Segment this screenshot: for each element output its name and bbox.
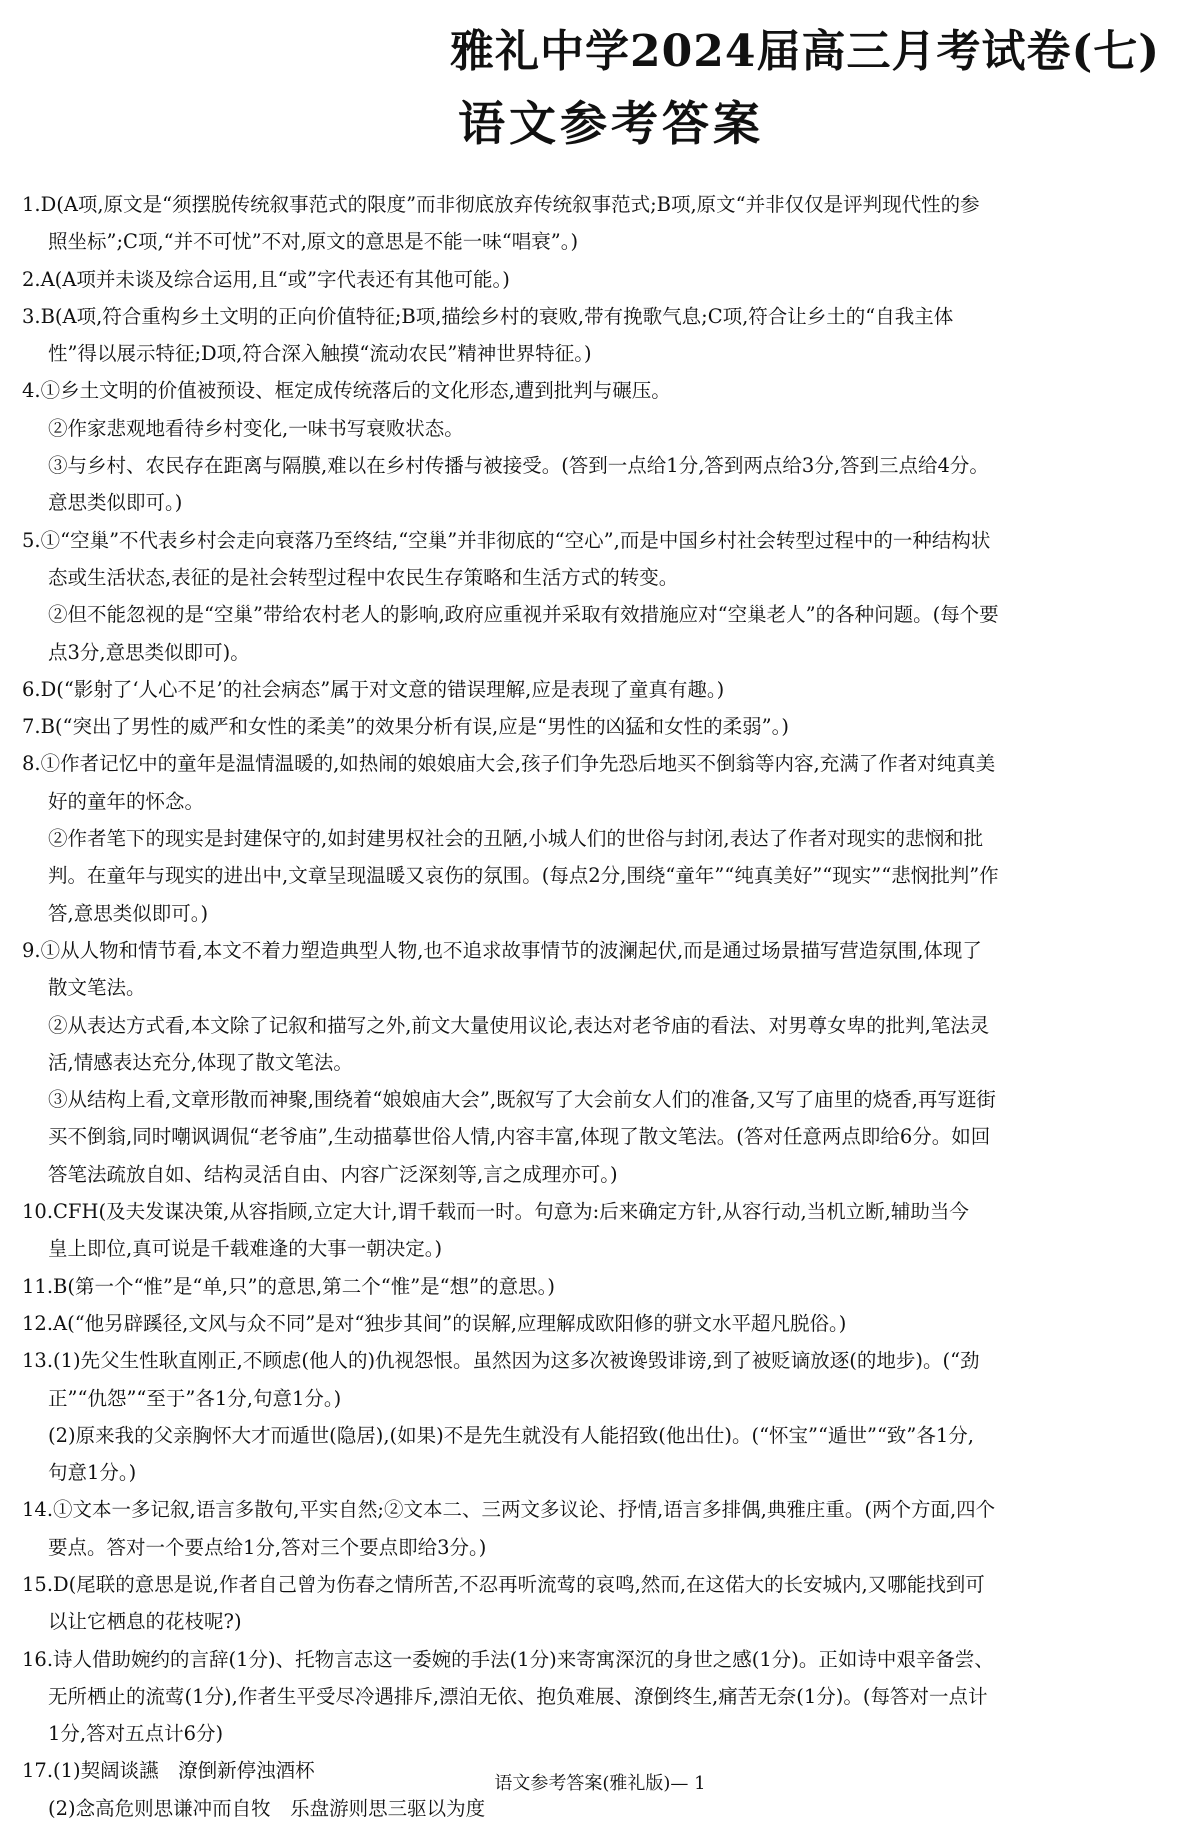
answer-line-continued: ③从结构上看,文章形散而神聚,围绕着“娘娘庙大会”,既叙写了大会前女人们的准备,又写了庙里的烧香,再写逛街 — [48, 1088, 996, 1112]
answer-line-continued: 以让它栖息的花枝呢?) — [48, 1610, 242, 1634]
answer-item — [22, 261, 1178, 298]
answer-line-continued: ③与乡村、农民存在距离与隔膜,难以在乡村传播与被接受。(答到一点给1分,答到两点给3分,答到三点给4分。 — [48, 454, 989, 478]
answer-line-continued: 散文笔法。 — [48, 976, 146, 1000]
answer-line-first: 16.诗人借助婉约的言辞(1分)、托物言志这一委婉的手法(1分)来寄寓深沉的身世之感(1分)。正如诗中艰辛备尝、 — [22, 1647, 994, 1671]
answer-list — [22, 186, 1178, 1827]
answer-line-continued: 无所栖止的流莺(1分),作者生平受尽冷遇排斥,漂泊无依、抱负难展、潦倒终生,痛苦无奈(1分)。(每答对一点计 — [48, 1684, 988, 1708]
answer-item — [22, 1305, 1178, 1342]
answer-item — [22, 1193, 1178, 1268]
answer-line-continued: ②但不能忽视的是“空巢”带给农村老人的影响,政府应重视并采取有效措施应对“空巢老人”的各种问题。(每个要 — [48, 603, 999, 627]
answer-line-continued: 1分,答对五点计6分) — [48, 1722, 224, 1746]
answer-line-continued: ②作家悲观地看待乡村变化,一味书写衰败状态。 — [48, 416, 464, 440]
answer-item — [22, 1342, 1178, 1491]
header — [0, 22, 1200, 156]
answer-line-continued: 买不倒翁,同时嘲讽调侃“老爷庙”,生动描摹世俗人情,内容丰富,体现了散文笔法。(答对任意两点即给6分。如回 — [48, 1125, 991, 1149]
answer-item — [22, 1491, 1178, 1566]
answer-line-continued: 好的童年的怀念。 — [48, 789, 205, 813]
answer-line-continued: (2)原来我的父亲胸怀大才而遁世(隐居),(如果)不是先生就没有人能招致(他出仕)。(“怀宝”“遁世”“致”各1分, — [48, 1423, 974, 1447]
answer-line-continued: 态或生活状态,表征的是社会转型过程中农民生存策略和生活方式的转变。 — [48, 565, 679, 589]
answer-line-continued: 答,意思类似即可。) — [48, 901, 209, 925]
answer-line-continued: 句意1分。) — [48, 1461, 137, 1485]
answer-line-first: 3.B(A项,符合重构乡土文明的正向价值特征;B项,描绘乡村的衰败,带有挽歌气息;C项,符合让乡土的“自我主体 — [22, 304, 954, 328]
answer-line-first: 17.(1)契阔谈讌 潦倒新停浊酒杯 — [22, 1759, 315, 1783]
answer-line-first: 5.①“空巢”不代表乡村会走向衰落乃至终结,“空巢”并非彻底的“空心”,而是中国乡村社会转型过程中的一种结构状 — [22, 528, 991, 552]
answer-item — [22, 1566, 1178, 1641]
answer-line-first: 1.D(A项,原文是“须摆脱传统叙事范式的限度”而非彻底放弃传统叙事范式;B项,原文“并非仅仅是评判现代性的参 — [22, 193, 980, 216]
answer-line-continued: 答笔法疏放自如、结构灵活自由、内容广泛深刻等,言之成理亦可。) — [48, 1162, 618, 1186]
answer-line-first: 12.A(“他另辟蹊径,文风与众不同”是对“独步其间”的误解,应理解成欧阳修的骈文水平超凡脱俗。) — [22, 1311, 847, 1335]
answer-line-first: 15.D(尾联的意思是说,作者自己曾为伤春之情所苦,不忍再听流莺的哀鸣,然而,在这偌大的长安城内,又哪能找到可 — [22, 1572, 985, 1596]
answer-line-first: 11.B(第一个“惟”是“单,只”的意思,第二个“惟”是“想”的意思。) — [22, 1274, 555, 1298]
answer-line-first: 8.①作者记忆中的童年是温情温暖的,如热闹的娘娘庙大会,孩子们争先恐后地买不倒翁等内容,充满了作者对纯真美 — [22, 752, 996, 776]
answer-line-continued: 要点。答对一个要点给1分,答对三个要点即给3分。) — [48, 1535, 487, 1559]
answer-line-first: 4.①乡土文明的价值被预设、框定成传统落后的文化形态,遭到批判与碾压。 — [22, 379, 671, 403]
answer-line-first: 2.A(A项并未谈及综合运用,且“或”字代表还有其他可能。) — [22, 267, 510, 291]
answer-item — [22, 671, 1178, 708]
answer-item — [22, 522, 1178, 671]
answer-line-first: 6.D(“影射了‘人心不足’的社会病态”属于对文意的错误理解,应是表现了童真有趣。) — [22, 677, 725, 701]
answer-line-first: 7.B(“突出了男性的威严和女性的柔美”的效果分析有误,应是“男性的凶猛和女性的柔弱”。) — [22, 715, 789, 739]
answer-item — [22, 708, 1178, 745]
answer-item — [22, 372, 1178, 521]
answer-line-first: 14.①文本一多记叙,语言多散句,平实自然;②文本二、三两文多议论、抒情,语言多排偶,典雅庄重。(两个方面,四个 — [22, 1498, 996, 1522]
answer-line-continued: 意思类似即可。) — [48, 491, 183, 515]
answer-line-continued: ②作者笔下的现实是封建保守的,如封建男权社会的丑陋,小城人们的世俗与封闭,表达了作者对现实的悲悯和批 — [48, 827, 984, 851]
answer-line-first: 9.①从人物和情节看,本文不着力塑造典型人物,也不追求故事情节的波澜起伏,而是通过场景描写营造氛围,体现了 — [22, 938, 982, 962]
answer-line-continued: 判。在童年与现实的进出中,文章呈现温暖又哀伤的氛围。(每点2分,围绕“童年”“纯真美好”“现实”“悲悯批判”作 — [48, 864, 999, 888]
answer-line-continued: 点3分,意思类似即可)。 — [48, 640, 250, 664]
page-footer: 语文参考答案(雅礼版)— 1 — [494, 1773, 706, 1794]
answer-line-first: 13.(1)先父生性耿直刚正,不顾虑(他人的)仇视怨恨。虽然因为这多次被谗毁诽谤,到了被贬谪放逐(的地步)。(“劲 — [22, 1349, 980, 1373]
answer-line-first: 10.CFH(及夫发谋决策,从容指顾,立定大计,谓千载而一时。句意为:后来确定方针,从容行动,当机立断,辅助当今 — [22, 1200, 969, 1224]
answer-item — [22, 186, 1178, 261]
answer-line-continued: 正”“仇怨”“至于”各1分,句意1分。) — [48, 1386, 342, 1410]
answer-line-continued: (2)念高危则思谦冲而自牧 乐盘游则思三驱以为度 — [48, 1796, 486, 1820]
answer-item — [22, 932, 1178, 1193]
answer-line-continued: 皇上即位,真可说是千载难逢的大事一朝决定。) — [48, 1237, 443, 1261]
answer-item — [22, 1268, 1178, 1305]
answer-key-title: 语文参考答案 — [458, 97, 764, 152]
answer-item — [22, 745, 1178, 931]
answer-line-continued: 照坐标”;C项,“并不可忧”不对,原文的意思是不能一味“唱衰”。) — [48, 230, 579, 254]
answer-item — [22, 1641, 1178, 1753]
exam-title: 雅礼中学2024届高三月考试卷(七) — [450, 26, 1161, 77]
answer-line-continued: ②从表达方式看,本文除了记叙和描写之外,前文大量使用议论,表达对老爷庙的看法、对男尊女卑的批判,笔法灵 — [48, 1013, 990, 1037]
answer-item — [22, 298, 1178, 373]
answer-line-continued: 性”得以展示特征;D项,符合深入触摸“流动农民”精神世界特征。) — [48, 342, 592, 366]
answer-line-continued: 活,情感表达充分,体现了散文笔法。 — [48, 1050, 353, 1074]
